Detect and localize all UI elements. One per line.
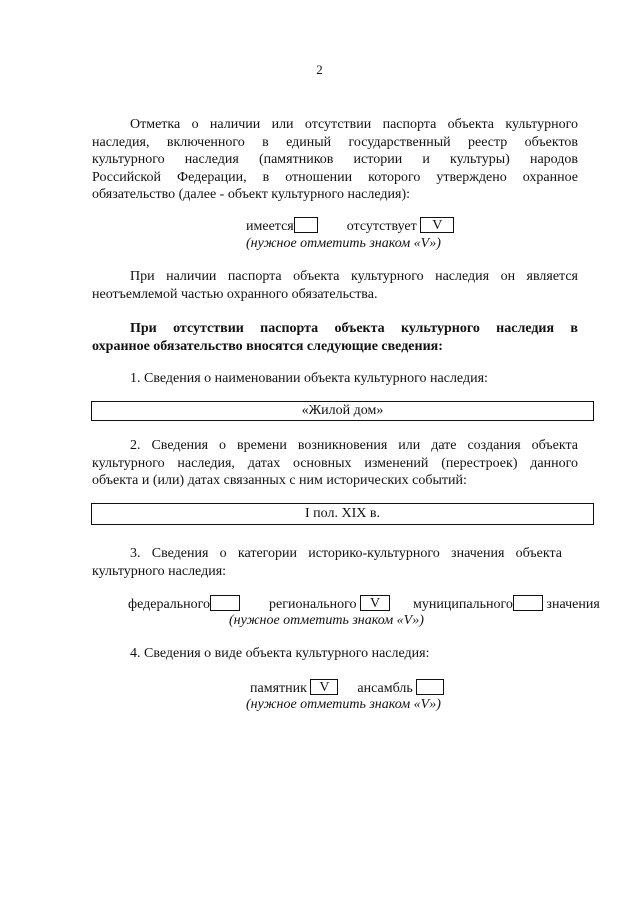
exists-checkbox[interactable] <box>294 217 318 233</box>
absent-note <box>92 320 578 355</box>
passport-note <box>92 268 578 303</box>
name-field: «Жилой дом» <box>91 401 594 421</box>
exists-label: имеется <box>246 219 294 234</box>
absent-checkbox[interactable]: V <box>420 217 454 233</box>
section2-line: 2. Сведения о времени возникновения или дате создания объекта <box>130 438 578 453</box>
ensemble-label: ансамбль <box>357 681 413 696</box>
kind-hint: (нужное отметить знаком «V») <box>246 697 441 712</box>
section2-paragraph <box>92 437 578 490</box>
regional-checkbox[interactable]: V <box>360 595 390 611</box>
intro-line: Российской Федерации, в отношении которого утверждено охранное <box>92 169 578 185</box>
date-field: I пол. XIX в. <box>91 503 594 525</box>
intro-line: культурного наследия (памятников истории и культуры) народов <box>92 152 578 167</box>
category-hint: (нужное отметить знаком «V») <box>229 613 424 628</box>
monument-label: памятник <box>250 681 307 696</box>
passport-check-row <box>246 218 454 236</box>
municipal-label: муниципального <box>413 597 513 612</box>
municipal-group <box>413 596 600 614</box>
category-row <box>128 596 240 614</box>
ensemble-checkbox[interactable] <box>416 679 444 695</box>
passport-check-hint: (нужное отметить знаком «V») <box>246 236 441 251</box>
absent-note-line: охранное обязательство вносятся следующие сведения: <box>92 338 443 354</box>
section3-line: 3. Сведения о категории историко-культурного значения объекта <box>130 546 562 561</box>
passport-note-line: При наличии паспорта объекта культурного наследия он является <box>130 269 578 284</box>
section3-paragraph <box>92 545 562 580</box>
federal-label: федерального <box>128 597 211 612</box>
section1-heading: 1. Сведения о наименовании объекта культурного наследия: <box>130 371 488 386</box>
absent-label: отсутствует <box>346 219 417 234</box>
section2-line: объекта и (или) датах связанных с ним исторических событий: <box>92 473 467 488</box>
intro-line: Отметка о наличии или отсутствии паспорта объекта культурного <box>130 117 578 132</box>
section3-line: культурного наследия: <box>92 563 227 579</box>
absent-note-line: При отсутствии паспорта объекта культурного наследия в <box>130 321 578 336</box>
significance-suffix: значения <box>546 597 600 612</box>
monument-checkbox[interactable]: V <box>310 679 338 695</box>
federal-checkbox[interactable] <box>210 595 240 611</box>
section2-line: культурного наследия, датах основных изменений (перестроек) данного <box>92 455 578 471</box>
passport-note-line: неотъемлемой частью охранного обязательства. <box>92 286 378 302</box>
regional-label: регионального <box>269 597 357 612</box>
intro-line: обязательство (далее - объект культурного наследия): <box>92 187 410 202</box>
page-number: 2 <box>316 62 323 77</box>
municipal-checkbox[interactable] <box>513 595 543 611</box>
intro-paragraph <box>92 116 578 204</box>
intro-line: наследия, включенного в единый государственный реестр объектов <box>92 134 578 150</box>
section4-heading: 4. Сведения о виде объекта культурного наследия: <box>130 646 430 661</box>
